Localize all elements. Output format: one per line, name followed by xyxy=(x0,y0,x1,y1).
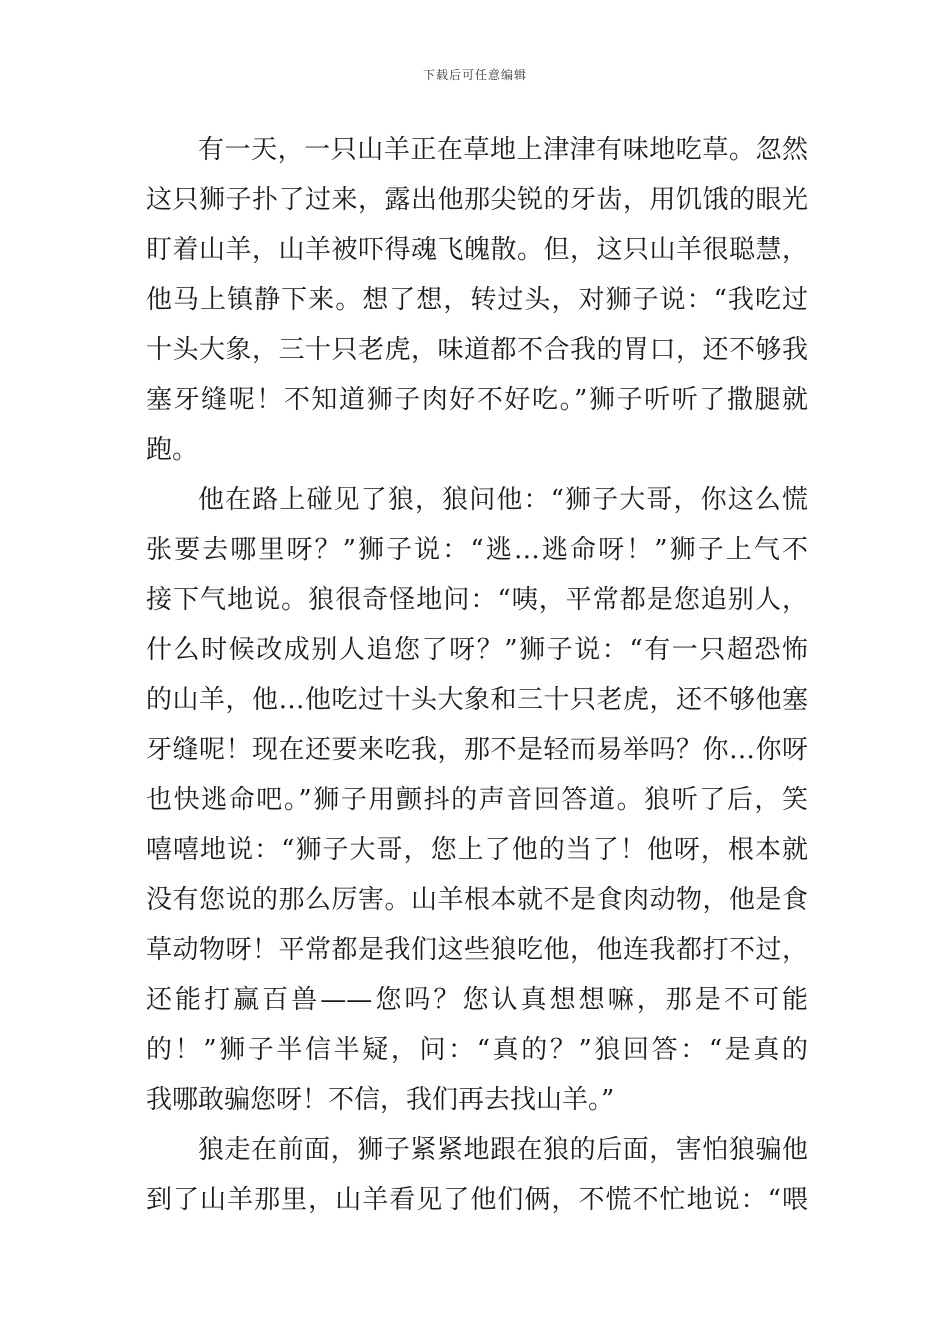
text-line: 狼走在前面，狮子紧紧地跟在狼的后面，害怕狼骗他 xyxy=(198,1135,808,1165)
text-line: 十头大象，三十只老虎，味道都不合我的胃口，还不够我 xyxy=(146,335,808,365)
text-line: 他马上镇静下来。想了想，转过头，对狮子说：“我吃过 xyxy=(146,285,808,315)
text-line: 塞牙缝呢！不知道狮子肉好不好吃。”狮子听听了撒腿就 xyxy=(146,385,808,415)
text-line: 到了山羊那里，山羊看见了他们俩，不慌不忙地说：“喂 xyxy=(146,1185,808,1215)
paragraph-2 xyxy=(146,475,808,1125)
header-note: 下载后可任意编辑 xyxy=(422,68,527,82)
text-line: 的山羊，他…他吃过十头大象和三十只老虎，还不够他塞 xyxy=(146,685,808,715)
text-line: 有一天，一只山羊正在草地上津津有味地吃草。忽然 xyxy=(198,135,808,165)
text-line: 草动物呀！平常都是我们这些狼吃他，他连我都打不过， xyxy=(146,935,808,965)
text-line: 也快逃命吧。”狮子用颤抖的声音回答道。狼听了后，笑 xyxy=(146,785,808,815)
text-line: 我哪敢骗您呀！不信，我们再去找山羊。” xyxy=(146,1085,615,1115)
text-line: 他在路上碰见了狼，狼问他：“狮子大哥，你这么慌 xyxy=(198,485,808,515)
text-line: 牙缝呢！现在还要来吃我，那不是轻而易举吗？你…你呀 xyxy=(146,735,808,765)
story-body xyxy=(146,125,808,1225)
text-line: 盯着山羊，山羊被吓得魂飞魄散。但，这只山羊很聪慧， xyxy=(146,235,808,265)
text-line: 的！”狮子半信半疑，问：“真的？”狼回答：“是真的 xyxy=(146,1035,808,1065)
paragraph-1 xyxy=(146,125,808,475)
text-line: 没有您说的那么厉害。山羊根本就不是食肉动物，他是食 xyxy=(146,885,808,915)
paragraph-3 xyxy=(146,1125,808,1225)
text-line: 张要去哪里呀？”狮子说：“逃…逃命呀！”狮子上气不 xyxy=(146,535,808,565)
text-line: 什么时候改成别人追您了呀？”狮子说：“有一只超恐怖 xyxy=(146,635,808,665)
text-line: 这只狮子扑了过来，露出他那尖锐的牙齿，用饥饿的眼光 xyxy=(146,185,808,215)
text-line: 接下气地说。狼很奇怪地问：“咦，平常都是您追别人， xyxy=(146,585,808,615)
text-line: 跑。 xyxy=(146,435,199,465)
text-line: 嘻嘻地说：“狮子大哥，您上了他的当了！他呀，根本就 xyxy=(146,835,808,865)
text-line: 还能打赢百兽——您吗？您认真想想嘛，那是不可能 xyxy=(146,985,808,1015)
